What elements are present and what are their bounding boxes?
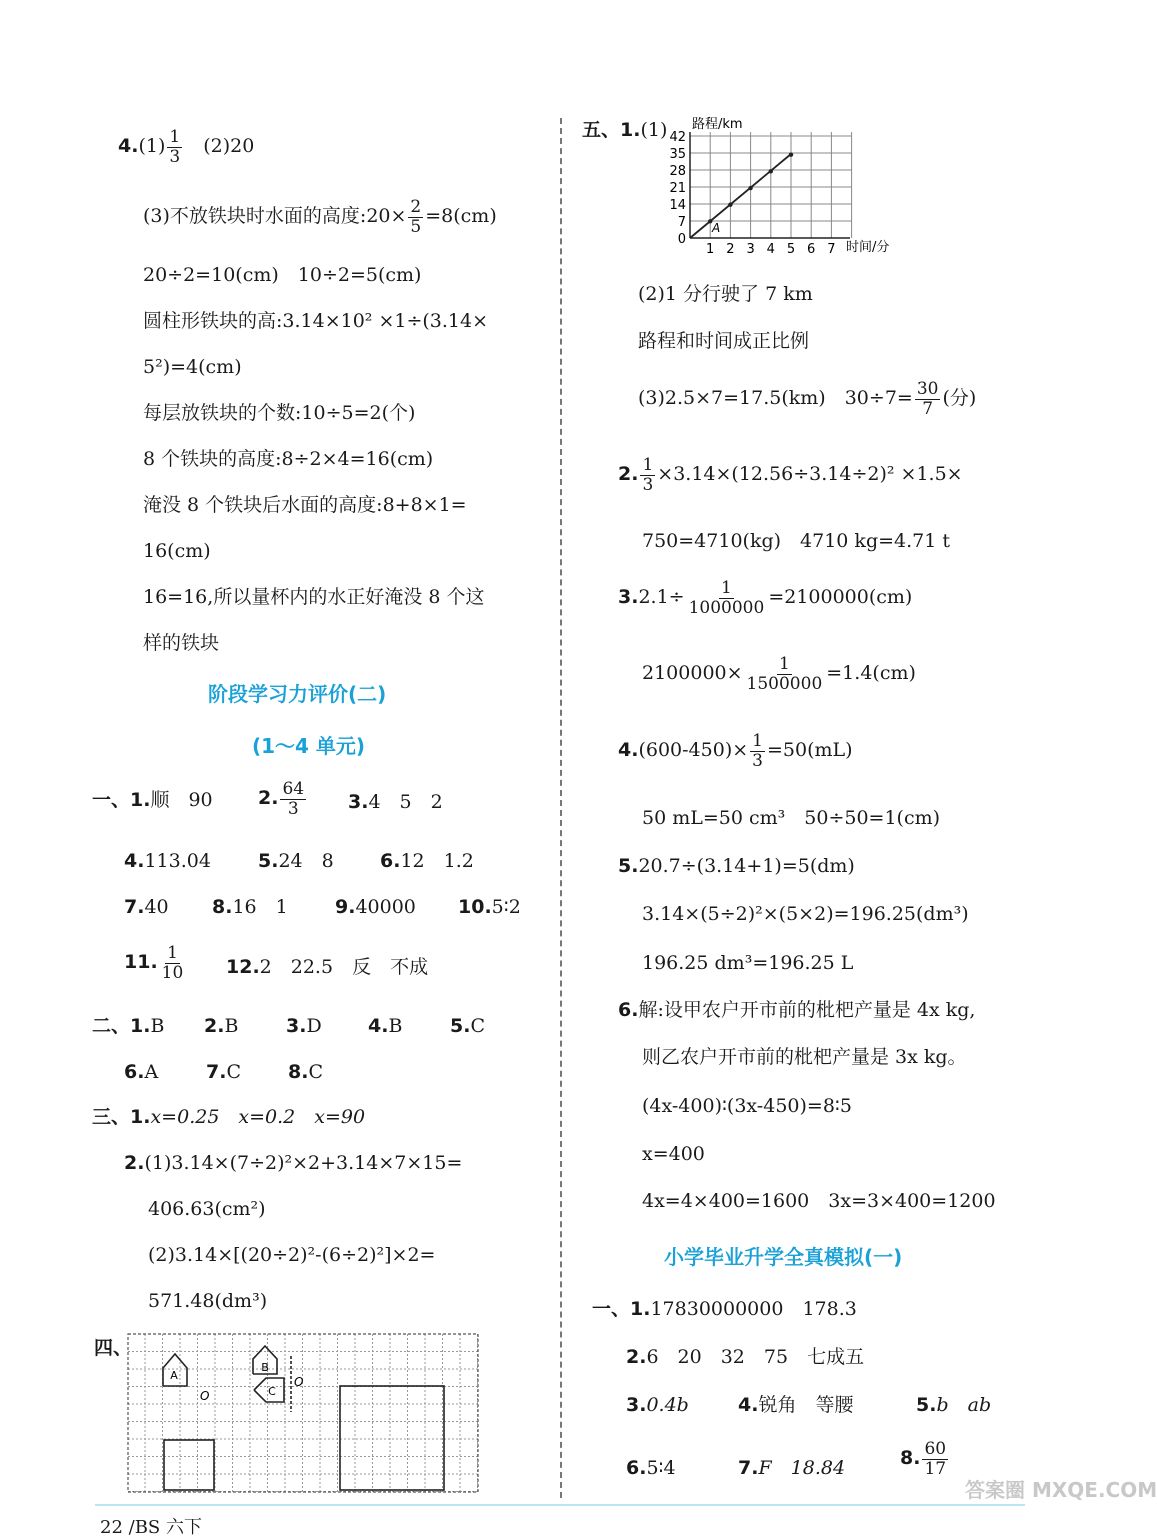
r-line3: 路程和时间成正比例	[638, 330, 810, 352]
s1-row3-a: 7.40	[124, 896, 169, 918]
watermark-logo: 答案圈 MXQE.COM	[965, 1478, 1157, 1502]
r-q6-line1: 6.解:设甲农户开市前的枇杷产量是 4x kg,	[618, 999, 976, 1021]
distance-time-graph	[660, 112, 910, 262]
s1-row2-b: 5.24 8	[258, 850, 334, 872]
q4-line4: 圆柱形铁块的高:3.14×10² ×1÷(3.14×	[143, 310, 489, 332]
graph-point	[769, 169, 773, 173]
q4-line10: 16=16,所以量杯内的水正好淹没 8 个这	[143, 586, 485, 608]
s1-row3-c: 9.40000	[335, 896, 416, 918]
m-row1: 一、1.17830000000 178.3	[592, 1298, 857, 1320]
r-q4-line2: 50 mL=50 cm³ 50÷50=1(cm)	[642, 807, 941, 829]
m-row3-b: 4.锐角 等腰	[738, 1394, 854, 1416]
graph-point	[748, 186, 752, 190]
graph-xtick: 7	[827, 242, 836, 257]
r-q3-line1: 3.2.1÷ $\frac{1}{1000000}$ =2100000(cm)	[618, 578, 913, 618]
q4-line9: 16(cm)	[143, 540, 211, 562]
graph-ytick: 0	[677, 232, 686, 247]
r-q5-line2: 3.14×(5÷2)²×(5×2)=196.25(dm³)	[642, 903, 969, 925]
small-square	[164, 1440, 214, 1490]
s2-q4: 4.B	[368, 1015, 403, 1037]
graph-xtick: 3	[746, 242, 755, 257]
s1-row4-a: 11. $\frac{1}{10}$	[124, 943, 184, 983]
graph-xlabel: 时间/分	[846, 240, 890, 255]
s3-row4: (2)3.14×[(20÷2)²-(6÷2)²]×2=	[148, 1244, 436, 1266]
s1-row2-a: 4.113.04	[124, 850, 211, 872]
m-row4-a: 6.5∶4	[626, 1457, 676, 1479]
r-line4: (3)2.5×7=17.5(km) 30÷7= $\frac{30}{7}$ (分)	[638, 379, 977, 419]
graph-xtick: 5	[786, 242, 796, 257]
label-a: A	[170, 1369, 178, 1382]
q4-line1: 4.(1) $\frac{1}{3}$ (2)20	[118, 127, 255, 167]
graph-xtick: 4	[766, 242, 775, 257]
grid-drawing	[128, 1334, 480, 1494]
graph-point-a: A	[712, 221, 721, 235]
s2-row1: 二、1.B	[92, 1015, 165, 1037]
s3-row2: 2.(1)3.14×(7÷2)²×2+3.14×7×15=	[124, 1152, 463, 1174]
section-title-stage-2: 阶段学习力评价(二)	[208, 682, 387, 706]
r-q4-line1: 4.(600-450)× $\frac{1}{3}$ =50(mL)	[618, 731, 853, 771]
r-q2-line1: 2. $\frac{1}{3}$ ×3.14×(12.56÷3.14÷2)² ×1.5×	[618, 455, 963, 495]
s1-q2: 2. $\frac{64}{3}$	[258, 779, 305, 819]
s2-q3: 3.D	[286, 1015, 322, 1037]
graph-xtick: 6	[807, 242, 816, 257]
s4-label: 四、	[94, 1337, 133, 1359]
s3-row3: 406.63(cm²)	[148, 1198, 266, 1220]
s5-label: 五、1.(1)	[582, 119, 668, 141]
graph-ytick: 28	[669, 164, 686, 179]
r-q5-line1: 5.20.7÷(3.14+1)=5(dm)	[618, 855, 855, 877]
m-row2: 2.6 20 32 75 七成五	[626, 1346, 865, 1368]
r-q6-line4: x=400	[642, 1143, 705, 1165]
section-title-mock-exam: 小学毕业升学全真模拟(一)	[664, 1245, 903, 1269]
page-footer: 22 /BS 六下	[100, 1517, 202, 1538]
s2-q2: 2.B	[204, 1015, 239, 1037]
r-line2: (2)1 分行驶了 7 km	[638, 283, 813, 305]
graph-ytick: 21	[669, 181, 686, 196]
s3-row1: 三、1.x=0.25 x=0.2 x=90	[92, 1106, 366, 1128]
graph-ylabel: 路程/km	[692, 117, 743, 132]
q4-line8: 淹没 8 个铁块后水面的高度:8+8×1=	[143, 494, 467, 516]
label-b: B	[261, 1361, 269, 1374]
s2-q6: 6.A	[124, 1061, 159, 1083]
graph-ytick: 7	[677, 215, 686, 230]
s1-row4-b: 12.2 22.5 反 不成	[226, 956, 429, 978]
label-o2: O	[294, 1375, 304, 1389]
graph-point	[789, 153, 793, 157]
q4-line3: 20÷2=10(cm) 10÷2=5(cm)	[143, 264, 422, 286]
section-subtitle-units: (1～4 单元)	[252, 734, 366, 758]
r-q3-line2: 2100000× $\frac{1}{1500000}$ =1.4(cm)	[642, 654, 916, 694]
s1-row1: 一、1.顺 90	[92, 789, 213, 811]
label-c: C	[268, 1385, 276, 1398]
s1-row3-b: 8.16 1	[212, 896, 288, 918]
s1-row3-d: 10.5∶2	[458, 896, 521, 918]
graph-xtick: 2	[726, 242, 735, 257]
graph-ytick: 35	[669, 147, 686, 162]
column-divider	[560, 118, 562, 1498]
graph-ytick: 14	[669, 198, 686, 213]
s3-row5: 571.48(dm³)	[148, 1290, 268, 1312]
s1-q3: 3.4 5 2	[348, 791, 443, 813]
r-q6-line3: (4x-400)∶(3x-450)=8∶5	[642, 1095, 852, 1117]
graph-point	[728, 202, 732, 206]
graph-xtick: 1	[706, 242, 715, 257]
m-row3-a: 3.0.4b	[626, 1394, 689, 1416]
m-row3-c: 5.b ab	[916, 1394, 992, 1416]
graph-ytick: 42	[669, 130, 686, 145]
r-q5-line3: 196.25 dm³=196.25 L	[642, 952, 854, 974]
s2-q8: 8.C	[288, 1061, 323, 1083]
q4-line7: 8 个铁块的高度:8÷2×4=16(cm)	[143, 448, 434, 470]
q4-line5: 5²)=4(cm)	[143, 356, 242, 378]
q4-line11: 样的铁块	[143, 632, 220, 654]
s1-row2-c: 6.12 1.2	[380, 850, 474, 872]
s2-q7: 7.C	[206, 1061, 241, 1083]
m-row4-c: 8. $\frac{60}{17}$	[900, 1439, 947, 1479]
footer-rule	[95, 1504, 1025, 1506]
graph-line	[690, 154, 791, 238]
r-q6-line2: 则乙农户开市前的枇杷产量是 3x kg。	[642, 1046, 967, 1068]
s2-q5: 5.C	[450, 1015, 485, 1037]
label-o1: O	[200, 1389, 210, 1403]
r-q2-line2: 750=4710(kg) 4710 kg=4.71 t	[642, 530, 951, 552]
r-q6-line5: 4x=4×400=1600 3x=3×400=1200	[642, 1190, 996, 1212]
m-row4-b: 7.F 18.84	[738, 1457, 846, 1479]
q4-line6: 每层放铁块的个数:10÷5=2(个)	[143, 402, 416, 424]
q4-line2: (3)不放铁块时水面的高度:20× $\frac{2}{5}$ =8(cm)	[143, 197, 497, 237]
